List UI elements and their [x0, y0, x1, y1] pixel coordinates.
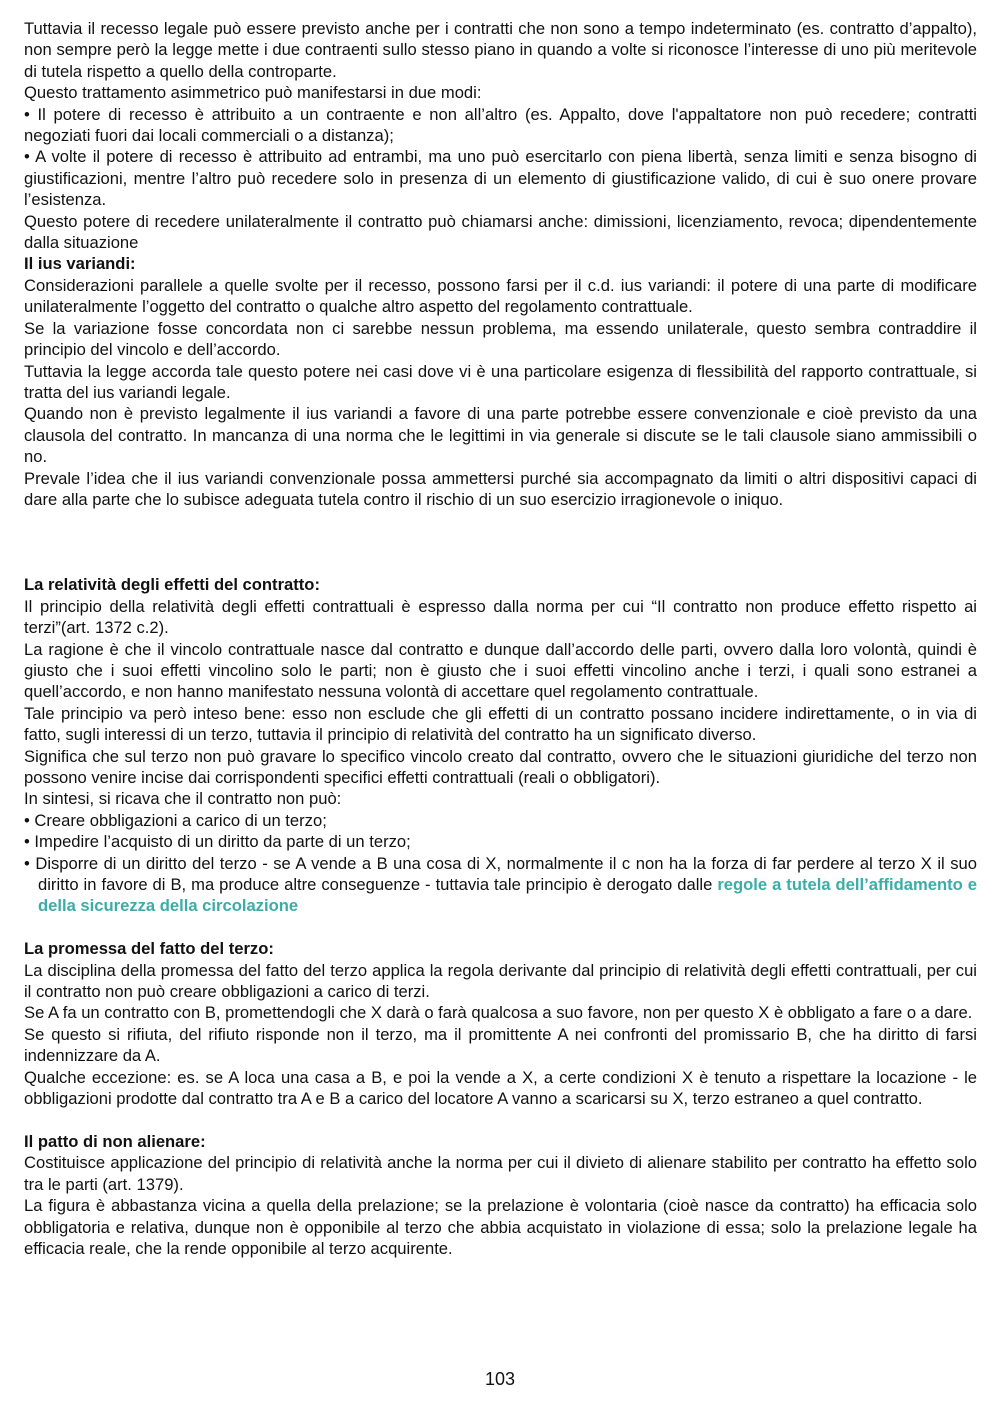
- paragraph: Tuttavia la legge accorda tale questo potere nei casi dove vi è una particolare esigenza di flessibilità del rapporto contrattuale, si tratta del ius variandi legale.: [24, 361, 977, 402]
- paragraph: Quando non è previsto legalmente il ius variandi a favore di una parte potrebbe essere convenzionale e cioè previsto da una clausola del contratto. In mancanza di una norma che le legittimi in via generale si discute se le tali clausole siano ammissibili o no.: [24, 404, 977, 467]
- list-item: • Impedire l’acquisto di un diritto da parte di un terzo;: [24, 832, 411, 852]
- paragraph: In sintesi, si ricava che il contratto non può:: [24, 789, 342, 809]
- section-heading: Il patto di non alienare:: [24, 1131, 206, 1151]
- paragraph: La disciplina della promessa del fatto del terzo applica la regola derivante dal principio di relatività degli effetti contrattuali, per cui il contratto non può creare obbligazioni a carico di terzi.: [24, 960, 977, 1002]
- spacer: [24, 510, 977, 574]
- section-heading: Il ius variandi:: [24, 254, 136, 274]
- list-item: [24, 853, 977, 917]
- paragraph: La figura è abbastanza vicina a quella della prelazione; se la prelazione è volontaria (cioè nasce da contratto) ha efficacia solo obbligatoria e relativa, dunque non è opponibile al terzo che abbia acquistato in violazione di essa; solo la prelazione legale ha efficacia reale, che la rende opponibile al terzo acquirente.: [24, 1196, 977, 1258]
- paragraph: Considerazioni parallele a quelle svolte per il recesso, possono farsi per il c.d. ius variandi: il potere di una parte di modificare unilateralmente l’oggetto del contratto o qualche altro aspetto del regolamento contrattuale.: [24, 275, 977, 317]
- section-heading: La promessa del fatto del terzo:: [24, 939, 274, 959]
- paragraph: La ragione è che il vincolo contrattuale nasce dal contratto e dunque dall’accordo delle parti, ovvero dalla loro volontà, quindi è giusto che i suoi effetti vincolino solo le parti; non è giusto che i suoi effetti vincolino anche i terzi, i quali sono estranei a quell’accordo, e non hanno manifestato nessuna volontà di accettare quel regolamento contrattuale.: [24, 639, 977, 702]
- section-ius-variandi: [24, 253, 977, 510]
- list-item-text: • Disporre di un diritto del terzo - se A vende a B una cosa di X, normalmente il c non ha la forza di far perdere al terzo X il suo diritto in favore di B, ma produce altre conseguenze - tuttavia tale principio è derogato dalle: [24, 853, 977, 895]
- paragraph: Questo trattamento asimmetrico può manifestarsi in due modi:: [24, 83, 482, 103]
- paragraph: Qualche eccezione: es. se A loca una casa a B, e poi la vende a X, a certe condizioni X è tenuto a rispettare la locazione - le obbligazioni prodotte dal contratto tra A e B a carico del locatore A vanno a scaricarsi su X, terzo estraneo a quel contratto.: [24, 1067, 977, 1109]
- paragraph: Significa che sul terzo non può gravare lo specifico vincolo creato dal contratto, ovvero che le situazioni giuridiche del terzo non possono venire incise dai corrispondenti specifici effetti contrattuali (reali o obbligatori).: [24, 746, 977, 787]
- section-relativita: [24, 574, 977, 917]
- section-promessa: [24, 938, 977, 1109]
- paragraph: Se la variazione fosse concordata non ci sarebbe nessun problema, ma essendo unilaterale, questo sembra contraddire il principio del vincolo e dell’accordo.: [24, 318, 977, 360]
- paragraph: Se A fa un contratto con B, promettendogli che X darà o farà qualcosa a suo favore, non per questo X è obbligato a fare o a dare.: [24, 1003, 973, 1023]
- list-item: • Creare obbligazioni a carico di un terzo;: [24, 810, 327, 830]
- paragraph: Tale principio va però inteso bene: esso non esclude che gli effetti di un contratto possano incidere indirettamente, o in via di fatto, sugli interessi di un terzo, tuttavia il principio di relatività del contratto ha un significato diverso.: [24, 703, 977, 745]
- section-heading: La relatività degli effetti del contratto:: [24, 575, 320, 595]
- paragraph: Prevale l’idea che il ius variandi convenzionale possa ammettersi purché sia accompagnato da limiti o altri dispositivi capaci di dare alla parte che lo subisce adeguata tutela contro il rischio di un suo esercizio irragionevole o iniquo.: [24, 468, 977, 509]
- spacer: [24, 917, 977, 938]
- document-page: [24, 18, 977, 1259]
- paragraph: Questo potere di recedere unilateralmente il contratto può chiamarsi anche: dimissioni, licenziamento, revoca; dipendentemente dalla situazione: [24, 211, 977, 253]
- section-patto-non-alienare: [24, 1131, 977, 1259]
- spacer: [24, 1109, 977, 1130]
- list-item: • Il potere di recesso è attribuito a un contraente e non all’altro (es. Appalto, dove l'appaltatore non può recedere; contratti negoziati fuori dai locali commerciali o a distanza);: [24, 104, 977, 146]
- page-number: 103: [484, 1369, 516, 1389]
- paragraph: Se questo si rifiuta, del rifiuto risponde non il terzo, ma il promittente A nei confronti del promissario B, che ha diritto di farsi indennizzare da A.: [24, 1024, 977, 1066]
- paragraph: Tuttavia il recesso legale può essere previsto anche per i contratti che non sono a tempo indeterminato (es. contratto d’appalto), non sempre però la legge mette i due contraenti sullo stesso piano in quando a volte si riconosce l’interesse di uno più meritevole di tutela rispetto a quello della controparte.: [24, 19, 977, 81]
- highlighted-link[interactable]: regole a tutela dell’affidamento e della sicurezza della circolazione: [38, 875, 977, 916]
- paragraph: Il principio della relatività degli effetti contrattuali è espresso dalla norma per cui “Il contratto non produce effetto rispetto ai terzi”(art. 1372 c.2).: [24, 596, 977, 638]
- paragraph: Costituisce applicazione del principio di relatività anche la norma per cui il divieto di alienare stabilito per contratto ha effetto solo tra le parti (art. 1379).: [24, 1153, 977, 1194]
- section-recesso: [24, 18, 977, 253]
- list-item: • A volte il potere di recesso è attribuito ad entrambi, ma uno può esercitarlo con piena libertà, senza limiti e senza bisogno di giustificazioni, mentre l’altro può recedere solo in presenza di un elemento di giustificazione valido, di cui è suo onere provare l’esistenza.: [24, 147, 977, 210]
